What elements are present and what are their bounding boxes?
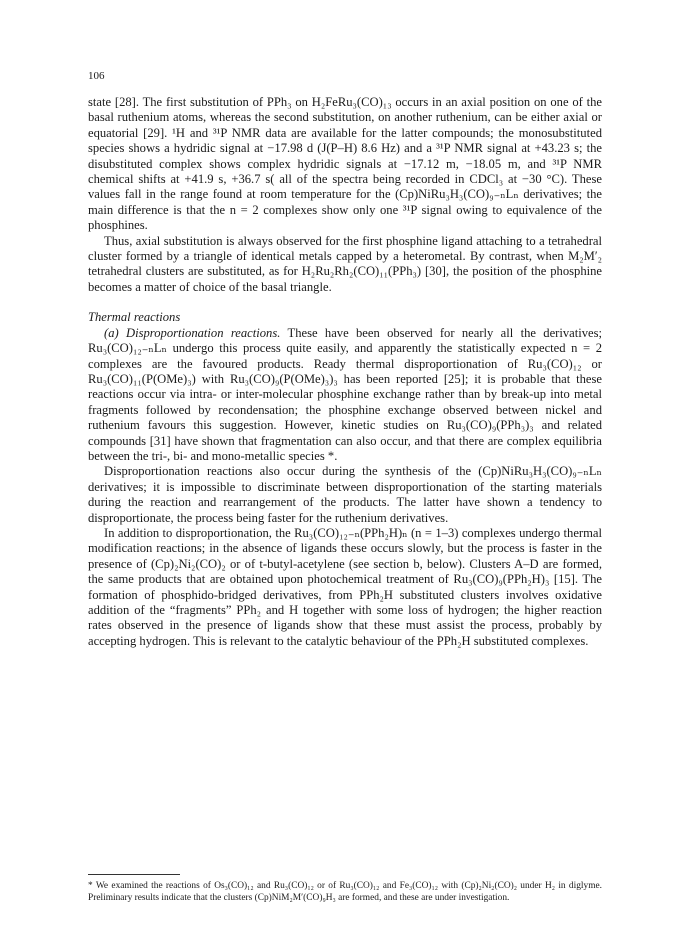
paragraph: state [28]. The first substitution of PPh₃ on H₂FeRu₃(CO)₁₃ occurs in an axial position on one of the basal ruthenium atoms, whereas the second substitution, on another ruthenium, can be either axial or equatorial [29]. ¹H and ³¹P NMR data are available for the latter compounds; the monosubstituted species shows a hydridic signal at −17.98 d (J(P–H) 8.6 Hz) and a ³¹P NMR signal at +43.23 s; the disubstituted complex shows complex hydridic signals at −17.12 m, −18.05 m, and ³¹P NMR chemical shifts at +41.9 s, +36.7 s( all of the spectra being recorded in CDCl₃ at −30 °C). These values fall in the range found at room temperature for the (Cp)NiRu₃H₃(CO)₉₋ₙLₙ derivatives; the main difference is that the n = 2 complexes show only one ³¹P signal owing to equivalence of the phosphines. <box>88 95 602 233</box>
subsection-label: (a) Disproportionation reactions. <box>104 325 281 340</box>
footnote-rule <box>88 874 180 875</box>
paragraph: Disproportionation reactions also occur during the synthesis of the (Cp)NiRu₃H₃(CO)₉₋ₙLₙ derivatives; it is impossible to discriminate between disproportionation of the starting materials during the reaction and rearrangement of the products. The latter have shown a tendency to disproportionate, the process being faster for the ruthenium derivatives. <box>88 464 602 525</box>
footnote: * We examined the reactions of Os₃(CO)₁₂ and Ru₃(CO)₁₂ or of Ru₃(CO)₁₂ and Fe₃(CO)₁₂ with (Cp)₂Ni₂(CO)₂ under H₂ in diglyme. Preliminary results indicate that the clusters (Cp)NiM₂M′(CO)₉H₃ are formed, and these are under investigation. <box>88 881 602 903</box>
body-text <box>88 95 602 649</box>
paragraph <box>88 326 602 465</box>
subsection-text: These have been observed for nearly all the derivatives; Ru₃(CO)₁₂₋ₙLₙ undergo this process quite easily, and apparently the statistically expected n = 2 complexes are the favoured products. Ready thermal disproportionation of Ru₃(CO)₁₂ or Ru₃(CO)₁₁(P(OMe)₃) with Ru₃(CO)₉(P(OMe)₃)₃ has been reported [25]; it is probable that these reactions occur via intra- or inter-molecular phosphine exchange rather than by break-up into metal fragments followed by recondensation; the phosphine exchange observed between nickel and ruthenium favours this suggestion. However, kinetic studies on Ru₃(CO)₉(PPh₃)₃ and related compounds [31] have shown that fragmentation can also occur, and that there are complex equilibria between the tri-, bi- and mono-metallic species *. <box>88 325 603 463</box>
page-number: 106 <box>88 70 105 82</box>
paragraph: In addition to disproportionation, the Ru₃(CO)₁₂₋ₙ(PPh₂H)ₙ (n = 1–3) complexes undergo thermal modification reactions; in the absence of ligands these occurs slowly, but the process is faster in the presence of (Cp)₂Ni₂(CO)₂ or of t-butyl-acetylene (see section b, below). Clusters A–D are formed, the same products that are obtained upon photochemical treatment of Ru₃(CO)₉(PPh₂H)₃ [15]. The formation of phosphido-bridged derivatives, from PPh₂H substituted clusters involves oxidative addition of the “fragments” PPh₂ and H together with some loss of hydrogen; the higher reaction rates observed in the presence of ligands show that these must assist the process, probably by accepting hydrogen. This is relevant to the catalytic behaviour of the PPh₂H substituted complexes. <box>88 525 602 648</box>
paragraph: Thus, axial substitution is always observed for the first phosphine ligand attaching to a tetrahedral cluster formed by a triangle of identical metals capped by a heterometal. By contrast, when M₂M′₂ tetrahedral clusters are substituted, as for H₂Ru₂Rh₂(CO)₁₁(PPh₃) [30], the position of the phosphine becomes a matter of choice of the basal triangle. <box>88 233 602 294</box>
section-heading: Thermal reactions <box>88 310 181 325</box>
